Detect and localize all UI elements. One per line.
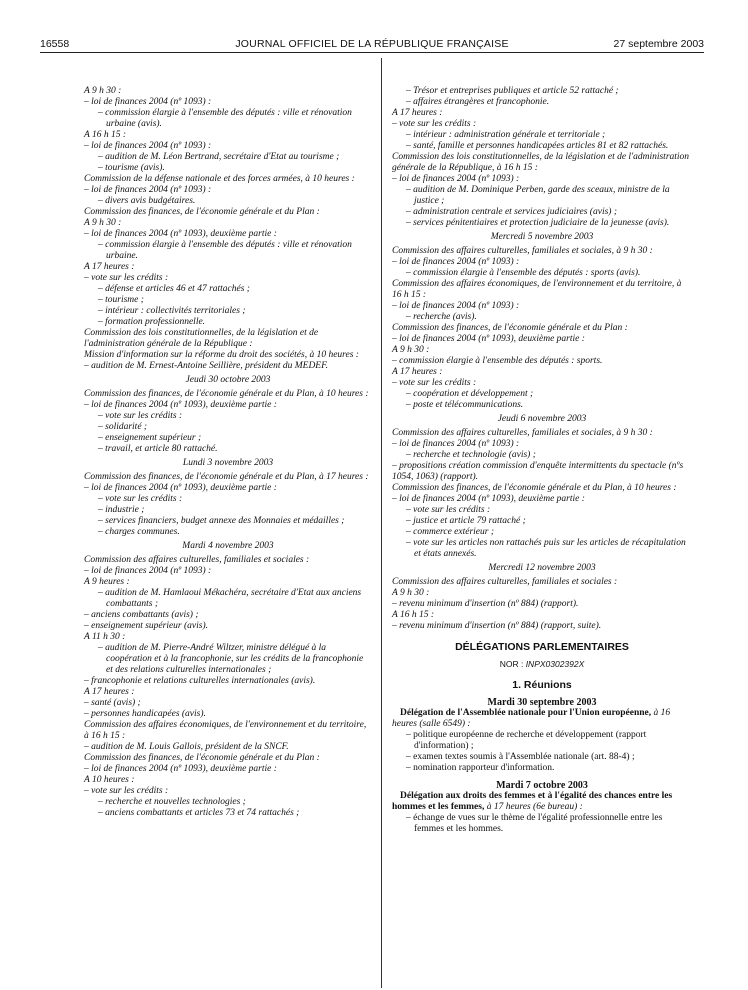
agenda-line: – commerce extérieur ; <box>406 527 495 537</box>
delegation-agenda-item: – échange de vues sur le thème de l'égalité professionnelle entre les femmes et les hommes. <box>406 813 663 834</box>
day2-heading <box>392 791 692 813</box>
agenda-line: – santé, famille et personnes handicapées articles 81 et 82 rattachés. <box>406 141 669 151</box>
agenda-line: A 17 heures : <box>84 687 135 697</box>
journal-title: JOURNAL OFFICIEL DE LA RÉPUBLIQUE FRANÇAISE <box>235 38 509 50</box>
agenda-line: – services financiers, budget annexe des Monnaies et médailles ; <box>98 516 345 526</box>
agenda-line: – tourisme (avis). <box>98 163 165 173</box>
agenda-line: Commission des lois constitutionnelles, de la législation et de l'administration générale de la République : <box>84 328 319 349</box>
agenda-line: – recherche et nouvelles technologies ; <box>98 797 246 807</box>
agenda-line: A 16 h 15 : <box>84 130 127 140</box>
date-heading: Jeudi 6 novembre 2003 <box>497 414 587 424</box>
agenda-line: – vote sur les crédits : <box>98 411 183 421</box>
agenda-line: Commission des affaires économiques, de l'environnement et du territoire, à 16 h 15 : <box>84 720 367 741</box>
agenda-line: – Trésor et entreprises publiques et article 52 rattaché ; <box>406 86 619 96</box>
agenda-line: – formation professionnelle. <box>98 317 206 327</box>
agenda-line: – personnes handicapées (avis). <box>84 709 206 719</box>
agenda-line: – tourisme ; <box>98 295 144 305</box>
agenda-line: A 17 heures : <box>84 262 135 272</box>
day1-heading-text: Délégation de l'Assemblée nationale pour l'Union européenne, <box>400 708 652 718</box>
agenda-line: Commission des finances, de l'économie générale et du Plan : <box>84 753 320 763</box>
day2-time: à 17 heures (6e bureau) : <box>486 802 583 812</box>
day2-date: Mardi 7 octobre 2003 <box>496 780 588 791</box>
agenda-line: A 9 heures : <box>84 577 130 587</box>
day1-heading <box>392 708 692 730</box>
agenda-line: A 9 h 30 : <box>84 218 122 228</box>
agenda-line: A 11 h 30 : <box>84 632 126 642</box>
page-header <box>40 36 704 53</box>
date-heading: Jeudi 30 octobre 2003 <box>185 375 271 385</box>
agenda-line: Commission des affaires culturelles, familiales et sociales, à 9 h 30 : <box>392 246 653 256</box>
nor-code: INPX0302392X <box>525 659 585 669</box>
nor-reference <box>392 659 692 670</box>
agenda-line: – loi de finances 2004 (nº 1093) : <box>392 174 520 184</box>
agenda-line: – commission élargie à l'ensemble des députés : ville et rénovation urbaine. <box>98 240 352 261</box>
agenda-line: – revenu minimum d'insertion (nº 884) (rapport). <box>392 599 579 609</box>
agenda-line: – revenu minimum d'insertion (nº 884) (rapport, suite). <box>392 621 602 631</box>
agenda-line: – enseignement supérieur ; <box>98 433 202 443</box>
nor-label: NOR : <box>499 659 524 669</box>
agenda-line: – loi de finances 2004 (nº 1093), deuxième partie : <box>84 229 277 239</box>
agenda-line: – loi de finances 2004 (nº 1093) : <box>84 566 212 576</box>
date-heading: Mercredi 12 novembre 2003 <box>488 563 596 573</box>
agenda-line: Mission d'information sur la réforme du droit des sociétés, à 10 heures : <box>84 350 359 360</box>
agenda-line: – industrie ; <box>98 505 145 515</box>
agenda-line: – enseignement supérieur (avis). <box>84 621 208 631</box>
agenda-line: – intérieur : collectivités territoriales ; <box>98 306 246 316</box>
agenda-line: – loi de finances 2004 (nº 1093), deuxième partie : <box>392 494 585 504</box>
issue-date: 27 septembre 2003 <box>613 38 704 50</box>
day1-date: Mardi 30 septembre 2003 <box>487 697 597 708</box>
agenda-line: – charges communes. <box>98 527 180 537</box>
agenda-line: – santé (avis) ; <box>84 698 141 708</box>
agenda-line: – justice et article 79 rattaché ; <box>406 516 526 526</box>
agenda-line: – propositions création commission d'enquête intermittents du spectacle (nºs 1054, 1063) (rapport). <box>392 461 684 482</box>
agenda-line: A 9 h 30 : <box>84 86 122 96</box>
agenda-line: – vote sur les crédits : <box>392 119 477 129</box>
delegation-agenda-item: – examen textes soumis à l'Assemblée nationale (art. 88-4) ; <box>406 752 635 762</box>
right-column-agenda <box>392 86 692 632</box>
agenda-line: – loi de finances 2004 (nº 1093), deuxième partie : <box>392 334 585 344</box>
day2-heading-text: Délégation aux droits des femmes et à l'égalité des chances entre les hommes et les femmes, <box>392 791 673 812</box>
agenda-line: Commission des finances, de l'économie générale et du Plan : <box>392 323 628 333</box>
agenda-line: Commission des finances, de l'économie générale et du Plan, à 10 heures : <box>392 483 677 493</box>
agenda-line: – francophonie et relations culturelles internationales (avis). <box>84 676 316 686</box>
agenda-line: – administration centrale et services judiciaires (avis) ; <box>406 207 617 217</box>
agenda-line: – loi de finances 2004 (nº 1093) : <box>392 257 520 267</box>
agenda-line: – audition de M. Ernest-Antoine Seillière, président du MEDEF. <box>84 361 329 371</box>
agenda-line: – coopération et développement ; <box>406 389 534 399</box>
agenda-line: – affaires étrangères et francophonie. <box>406 97 550 107</box>
day1-time: à 16 heures (salle 6549) : <box>392 708 671 729</box>
agenda-line: Commission des finances, de l'économie générale et du Plan, à 17 heures : <box>84 472 369 482</box>
left-column <box>84 86 372 819</box>
agenda-line: A 9 h 30 : <box>392 588 430 598</box>
agenda-line: – audition de M. Dominique Perben, garde des sceaux, ministre de la justice ; <box>406 185 670 206</box>
date-heading: Mercredi 5 novembre 2003 <box>490 232 594 242</box>
agenda-line: – loi de finances 2004 (nº 1093), deuxième partie : <box>84 483 277 493</box>
agenda-line: – loi de finances 2004 (nº 1093) : <box>392 301 520 311</box>
delegation-agenda-item: – politique européenne de recherche et développement (rapport d'information) ; <box>406 730 647 751</box>
agenda-line: – vote sur les crédits : <box>406 505 491 515</box>
agenda-line: – vote sur les crédits : <box>392 378 477 388</box>
agenda-line: A 17 heures : <box>392 108 443 118</box>
agenda-line: – commission élargie à l'ensemble des députés : sports. <box>392 356 603 366</box>
day2-items <box>392 813 692 835</box>
agenda-line: – travail, et article 80 rattaché. <box>98 444 218 454</box>
agenda-line: – loi de finances 2004 (nº 1093), deuxième partie : <box>84 764 277 774</box>
agenda-line: – commission élargie à l'ensemble des députés : ville et rénovation urbaine (avis). <box>98 108 352 129</box>
day1-items <box>392 730 692 774</box>
agenda-line: – divers avis budgétaires. <box>98 196 196 206</box>
agenda-line: – vote sur les articles non rattachés puis sur les articles de récapitulation et états annexés. <box>406 538 686 559</box>
delegations-title: DÉLÉGATIONS PARLEMENTAIRES <box>455 641 629 653</box>
agenda-line: A 9 h 30 : <box>392 345 430 355</box>
page-number: 16558 <box>40 38 70 50</box>
agenda-line: – audition de M. Hamlaoui Mékachéra, secrétaire d'Etat aux anciens combattants ; <box>98 588 362 609</box>
agenda-line: – commission élargie à l'ensemble des députés : sports (avis). <box>406 268 641 278</box>
agenda-line: – recherche et technologie (avis) ; <box>406 450 536 460</box>
agenda-line: A 10 heures : <box>84 775 135 785</box>
agenda-line: – vote sur les crédits : <box>84 786 169 796</box>
agenda-line: Commission des affaires culturelles, familiales et sociales : <box>84 555 310 565</box>
delegation-agenda-item: – nomination rapporteur d'information. <box>406 763 555 773</box>
agenda-line: Commission des affaires culturelles, familiales et sociales : <box>392 577 618 587</box>
agenda-line: – vote sur les crédits : <box>98 494 183 504</box>
agenda-line: – loi de finances 2004 (nº 1093) : <box>392 439 520 449</box>
agenda-line: Commission des finances, de l'économie générale et du Plan, à 10 heures : <box>84 389 369 399</box>
agenda-line: – poste et télécommunications. <box>406 400 524 410</box>
agenda-line: – loi de finances 2004 (nº 1093) : <box>84 97 212 107</box>
agenda-line: Commission de la défense nationale et des forces armées, à 10 heures : <box>84 174 355 184</box>
agenda-line: – anciens combattants et articles 73 et 74 rattachés ; <box>98 808 300 818</box>
agenda-line: – recherche (avis). <box>406 312 477 322</box>
agenda-line: – défense et articles 46 et 47 rattachés ; <box>98 284 250 294</box>
date-heading: Mardi 4 novembre 2003 <box>182 541 274 551</box>
right-column <box>392 86 692 835</box>
agenda-line: – audition de M. Louis Gallois, président de la SNCF. <box>84 742 289 752</box>
agenda-line: A 16 h 15 : <box>392 610 435 620</box>
agenda-line: – services pénitentiaires et protection judiciaire de la jeunesse (avis). <box>406 218 670 228</box>
agenda-line: Commission des affaires culturelles, familiales et sociales, à 9 h 30 : <box>392 428 653 438</box>
agenda-line: – solidarité ; <box>98 422 148 432</box>
agenda-line: – audition de M. Pierre-André Wiltzer, ministre délégué à la coopération et à la francophonie, sur les crédits de la francophonie et des relations culturelles internationales ; <box>98 643 364 675</box>
column-divider <box>381 58 382 988</box>
agenda-line: – loi de finances 2004 (nº 1093), deuxième partie : <box>84 400 277 410</box>
section-reunions-title: 1. Réunions <box>512 679 572 691</box>
agenda-line: Commission des finances, de l'économie générale et du Plan : <box>84 207 320 217</box>
agenda-line: – anciens combattants (avis) ; <box>84 610 199 620</box>
agenda-line: – audition de M. Léon Bertrand, secrétaire d'Etat au tourisme ; <box>98 152 340 162</box>
agenda-line: A 17 heures : <box>392 367 443 377</box>
agenda-line: – loi de finances 2004 (nº 1093) : <box>84 185 212 195</box>
agenda-line: Commission des affaires économiques, de l'environnement et du territoire, à 16 h 15 : <box>392 279 682 300</box>
agenda-line: – vote sur les crédits : <box>84 273 169 283</box>
agenda-line: – intérieur : administration générale et territoriale ; <box>406 130 606 140</box>
agenda-line: – loi de finances 2004 (nº 1093) : <box>84 141 212 151</box>
date-heading: Lundi 3 novembre 2003 <box>182 458 274 468</box>
agenda-line: Commission des lois constitutionnelles, de la législation et de l'administration générale de la République, à 16 h 15 : <box>392 152 690 173</box>
